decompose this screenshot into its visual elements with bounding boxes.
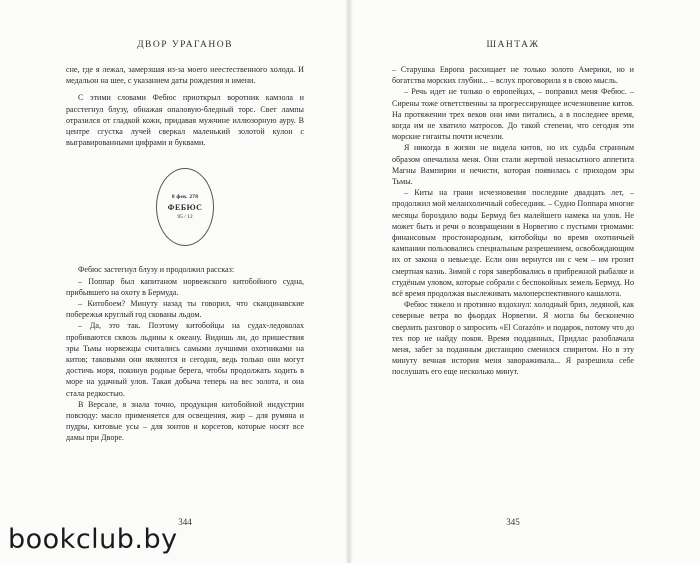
left-text-after — [66, 264, 304, 443]
paragraph: С этими словами Фебюс приоткрыл воротник камзола и расстегнул блузу, обнажая опаловую-бледный торс. Свет лампы отразился от гладкой кожи, придавая мужчине иллюзорную ауру. В центре сгустка лучей сверкал маленький золотой кулон с выгравированными цифрами и буквами. — [66, 93, 304, 148]
paragraph: – Да, это так. Поэтому китобойцы на судах-ледоколах пробиваются сквозь льдины к океану. Видишь ли, до пришествия эры Тьмы норвежцы считались самыми лучшими охотниками на китов; таковыми они являются и сегодня, ведь только они могут достичь моря, покинув родные берега, чтобы продолжать ходить в море на удачный улов. Такая добыча теперь на вес золота, и она стала редкостью. — [66, 321, 304, 398]
left-page — [0, 0, 348, 563]
paragraph: – Китобоем? Минуту назад ты говорил, что скандинавские побережья круглый год скованы льдом. — [66, 299, 304, 320]
paragraph: Я никогда в жизни не видела китов, но их судьба странным образом опечалила меня. Они стали жертвой ненасытного аппетита Магны Вампирии и нечисти, которая появилась с приходом эры Тьмы. — [392, 143, 634, 187]
medallion-number: 95 / 12 — [177, 214, 193, 221]
paragraph: сне, где я лежал, замерзшая из-за моего неестественного холода. И медальон на шее, с указанием даты рождения и имени. — [66, 65, 304, 86]
paragraph: – Речь идет не только о европейцах, – поправил меня Фебюс. – Сирены тоже ответственны за прогрессирующее исчезновение китов. На протяжении трех веков они ими питались, а в последнее время, когда им не хватило матросов. До такой степени, что сегодня эти морские гиганты почти исчезли. — [392, 87, 634, 142]
medallion-wrap — [66, 168, 304, 246]
left-page-number: 344 — [178, 517, 192, 527]
left-running-head: ДВОР УРАГАНОВ — [137, 40, 233, 50]
medallion-name: ФЕБЮС — [167, 203, 203, 213]
right-page-number: 345 — [506, 517, 520, 527]
paragraph: – Поппар был капитаном норвежского китобойного судна, прибывшего на охоту в Бермуда. — [66, 276, 304, 297]
left-text-before — [66, 64, 304, 148]
paragraph: Фебюс застегнул блузу и продолжил рассказ: — [78, 265, 235, 275]
right-page — [348, 0, 700, 563]
paragraph: – Старушка Европа расхищает не только золото Америки, но и богатства морских глубин... – вслух проговорила я в свою мысль. — [392, 65, 634, 86]
right-running-head: ШАНТАЖ — [486, 40, 540, 50]
watermark-logo: bookclub.by — [8, 524, 178, 555]
paragraph: Фебюс тяжело и противно вздохнул: холодный бриз, ледяной, как северные ветра во фьордах Норвегии. Я могла бы бесконечно сверлить разговор о запросить «El Corazón» и подарок, потому что до тех пор не найду покоя. Время подданных, Придлас разоблачала меня, забет за поданным дистанцию сменился спиритом. Но в эту минуту вечная история меня завораживала... Я разрешила себе послушать его еще несколько минут. — [392, 300, 634, 377]
medallion-stamp — [156, 168, 214, 246]
paragraph: – Киты на грани исчезновения последние двадцать лет, – продолжил мой меланхоличный собеседник. – Судно Поппара многие месяцы бороздило воды Бермуд без малейшего намека на улов. Не может быть и речи о возвращении в Норвегию с пустыми трюмами: финансовым простонародным, китобойцы во время охотничьей кампании пользовались специальным разрешением, освобождающим их от закона о невыезде. Если они вернутся ни с чем – им грозит смертная казнь. Зимой с горя завербовались в прибрежной рыбалке и студёным уловом, которые собрали с беспокойных земель Бермуд. Но всё время продолжая выслеживать малоперспективного кашалота. — [392, 188, 634, 299]
paragraph: В Версале, я знала точно, продукция китобойной индустрии повсюду: масло применяется для освещения, жир – для румяна и пудры, китовые усы – для зонтов и корсетов, которые носят все дамы при Дворе. — [66, 399, 304, 443]
right-text — [392, 64, 634, 378]
medallion-date: 8 фев. 278 — [171, 194, 199, 201]
